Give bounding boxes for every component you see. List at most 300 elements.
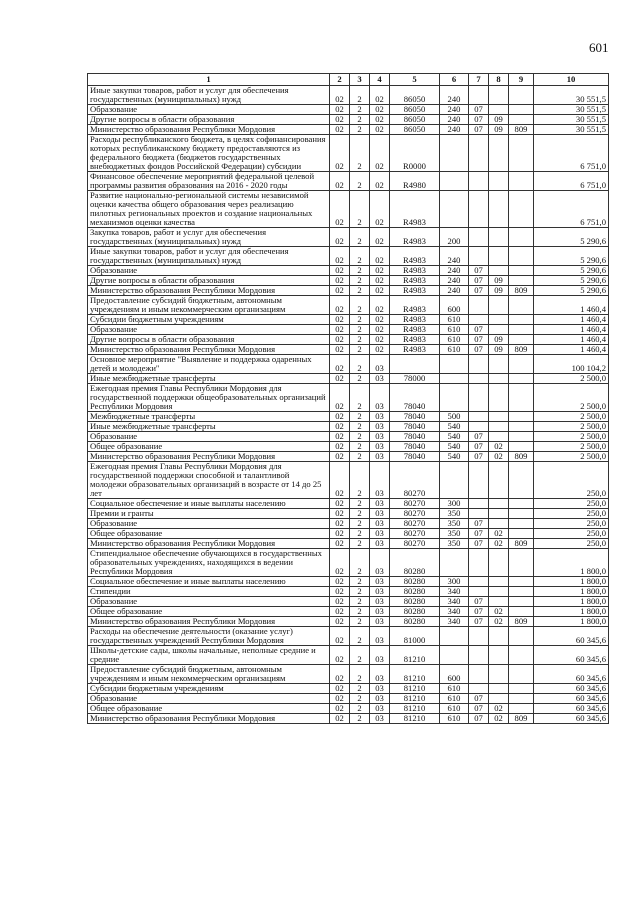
row-target-code: 78040 xyxy=(390,384,440,412)
table-row xyxy=(88,384,609,412)
row-section: 07 xyxy=(469,125,489,135)
row-subsection xyxy=(489,105,509,115)
table-row xyxy=(88,499,609,509)
column-header: 8 xyxy=(489,74,509,86)
row-ministry xyxy=(509,384,534,412)
column-header: 6 xyxy=(440,74,469,86)
row-expense-type: 540 xyxy=(440,432,469,442)
row-expense-type: 240 xyxy=(440,266,469,276)
row-name: Иные закупки товаров, работ и услуг для обеспечения государственных (муниципальных) нужд xyxy=(88,247,330,266)
row-expense-type: 240 xyxy=(440,125,469,135)
row-section xyxy=(469,577,489,587)
row-code-a: 02 xyxy=(330,422,350,432)
row-expense-type: 340 xyxy=(440,587,469,597)
row-expense-type: 340 xyxy=(440,597,469,607)
row-target-code: R4983 xyxy=(390,335,440,345)
row-code-b: 2 xyxy=(350,345,370,355)
row-code-c: 03 xyxy=(370,597,390,607)
row-code-b: 2 xyxy=(350,228,370,247)
row-ministry xyxy=(509,519,534,529)
table-row xyxy=(88,315,609,325)
row-code-c: 03 xyxy=(370,519,390,529)
row-amount: 1 800,0 xyxy=(534,617,609,627)
row-expense-type xyxy=(440,355,469,374)
row-name: Премии и гранты xyxy=(88,509,330,519)
row-code-a: 02 xyxy=(330,704,350,714)
row-code-b: 2 xyxy=(350,325,370,335)
row-subsection: 09 xyxy=(489,335,509,345)
row-target-code: R4983 xyxy=(390,315,440,325)
row-name: Стипендиальное обеспечение обучающихся в государственных образовательных учреждениях, находящихся в ведении Республики Мордовия xyxy=(88,549,330,577)
row-expense-type xyxy=(440,549,469,577)
row-expense-type: 300 xyxy=(440,577,469,587)
row-section: 07 xyxy=(469,266,489,276)
row-expense-type: 240 xyxy=(440,286,469,296)
row-subsection xyxy=(489,325,509,335)
row-subsection xyxy=(489,499,509,509)
row-name: Образование xyxy=(88,597,330,607)
row-expense-type: 540 xyxy=(440,452,469,462)
row-subsection xyxy=(489,627,509,646)
table-row xyxy=(88,684,609,694)
row-target-code: 80280 xyxy=(390,577,440,587)
row-name: Министерство образования Республики Мордовия xyxy=(88,617,330,627)
row-amount: 30 551,5 xyxy=(534,115,609,125)
row-ministry xyxy=(509,462,534,499)
row-amount: 60 345,6 xyxy=(534,694,609,704)
row-target-code: 80270 xyxy=(390,499,440,509)
row-target-code: R4983 xyxy=(390,228,440,247)
row-expense-type: 240 xyxy=(440,86,469,105)
row-target-code: R4983 xyxy=(390,325,440,335)
row-amount: 5 290,6 xyxy=(534,266,609,276)
row-code-c: 02 xyxy=(370,315,390,325)
row-ministry xyxy=(509,355,534,374)
table-row xyxy=(88,617,609,627)
row-ministry xyxy=(509,549,534,577)
row-expense-type: 540 xyxy=(440,442,469,452)
row-subsection xyxy=(489,684,509,694)
row-name: Образование xyxy=(88,519,330,529)
row-code-c: 03 xyxy=(370,539,390,549)
table-row xyxy=(88,422,609,432)
row-subsection xyxy=(489,422,509,432)
row-code-c: 03 xyxy=(370,442,390,452)
row-code-b: 2 xyxy=(350,452,370,462)
row-ministry xyxy=(509,105,534,115)
row-code-c: 02 xyxy=(370,86,390,105)
row-target-code: 78040 xyxy=(390,452,440,462)
row-section xyxy=(469,172,489,191)
row-section xyxy=(469,684,489,694)
row-code-a: 02 xyxy=(330,539,350,549)
row-code-b: 2 xyxy=(350,135,370,172)
row-subsection xyxy=(489,135,509,172)
row-code-c: 03 xyxy=(370,462,390,499)
row-target-code: 80280 xyxy=(390,587,440,597)
table-row xyxy=(88,549,609,577)
row-subsection xyxy=(489,597,509,607)
row-amount: 1 460,4 xyxy=(534,325,609,335)
table-row xyxy=(88,374,609,384)
row-code-b: 2 xyxy=(350,86,370,105)
row-code-c: 03 xyxy=(370,607,390,617)
row-subsection: 09 xyxy=(489,115,509,125)
row-target-code: 86050 xyxy=(390,115,440,125)
row-code-c: 02 xyxy=(370,191,390,228)
row-ministry xyxy=(509,529,534,539)
row-name: Школы-детские сады, школы начальные, неполные средние и средние xyxy=(88,646,330,665)
row-subsection xyxy=(489,412,509,422)
row-code-a: 02 xyxy=(330,115,350,125)
row-ministry xyxy=(509,597,534,607)
row-expense-type: 610 xyxy=(440,335,469,345)
row-amount: 60 345,6 xyxy=(534,684,609,694)
row-subsection xyxy=(489,228,509,247)
table-row xyxy=(88,442,609,452)
row-code-c: 02 xyxy=(370,266,390,276)
row-section: 07 xyxy=(469,529,489,539)
row-code-b: 2 xyxy=(350,286,370,296)
row-target-code: 81210 xyxy=(390,684,440,694)
row-ministry xyxy=(509,325,534,335)
row-subsection: 02 xyxy=(489,442,509,452)
row-ministry xyxy=(509,704,534,714)
row-section: 07 xyxy=(469,607,489,617)
row-code-b: 2 xyxy=(350,247,370,266)
row-name: Финансовое обеспечение мероприятий федеральной целевой программы развития образования на 2016 - 2020 годы xyxy=(88,172,330,191)
row-code-c: 03 xyxy=(370,422,390,432)
row-name: Другие вопросы в области образования xyxy=(88,115,330,125)
row-subsection: 09 xyxy=(489,345,509,355)
row-code-c: 03 xyxy=(370,714,390,724)
row-subsection xyxy=(489,172,509,191)
row-ministry: 809 xyxy=(509,286,534,296)
row-ministry: 809 xyxy=(509,539,534,549)
row-ministry xyxy=(509,374,534,384)
row-expense-type: 610 xyxy=(440,684,469,694)
row-section xyxy=(469,355,489,374)
column-header: 1 xyxy=(88,74,330,86)
row-target-code: 81210 xyxy=(390,704,440,714)
row-code-a: 02 xyxy=(330,286,350,296)
row-section: 07 xyxy=(469,105,489,115)
row-target-code: R4980 xyxy=(390,172,440,191)
row-amount: 2 500,0 xyxy=(534,432,609,442)
table-row xyxy=(88,325,609,335)
table-row xyxy=(88,597,609,607)
row-section xyxy=(469,646,489,665)
row-code-b: 2 xyxy=(350,442,370,452)
table-row xyxy=(88,665,609,684)
row-target-code: 80280 xyxy=(390,607,440,617)
column-header: 2 xyxy=(330,74,350,86)
header-row xyxy=(88,74,609,86)
row-code-c: 02 xyxy=(370,125,390,135)
row-code-a: 02 xyxy=(330,452,350,462)
row-section xyxy=(469,587,489,597)
row-ministry xyxy=(509,577,534,587)
row-ministry xyxy=(509,499,534,509)
row-amount: 6 751,0 xyxy=(534,191,609,228)
row-amount: 1 800,0 xyxy=(534,607,609,617)
table-row xyxy=(88,607,609,617)
row-code-a: 02 xyxy=(330,191,350,228)
row-code-a: 02 xyxy=(330,276,350,286)
row-code-a: 02 xyxy=(330,442,350,452)
row-expense-type xyxy=(440,135,469,172)
row-subsection: 02 xyxy=(489,704,509,714)
row-code-c: 03 xyxy=(370,384,390,412)
row-code-b: 2 xyxy=(350,714,370,724)
row-name: Образование xyxy=(88,432,330,442)
row-subsection xyxy=(489,296,509,315)
row-target-code: R4983 xyxy=(390,286,440,296)
row-code-c: 03 xyxy=(370,627,390,646)
row-section xyxy=(469,247,489,266)
row-section: 07 xyxy=(469,597,489,607)
table-row xyxy=(88,452,609,462)
row-subsection xyxy=(489,315,509,325)
row-section xyxy=(469,135,489,172)
row-expense-type: 600 xyxy=(440,296,469,315)
row-subsection xyxy=(489,462,509,499)
row-code-b: 2 xyxy=(350,432,370,442)
row-name: Основное мероприятие "Выявление и поддержка одаренных детей и молодежи" xyxy=(88,355,330,374)
row-expense-type: 300 xyxy=(440,499,469,509)
row-ministry xyxy=(509,646,534,665)
row-name: Социальное обеспечение и иные выплаты населению xyxy=(88,499,330,509)
row-subsection: 09 xyxy=(489,276,509,286)
row-code-c: 02 xyxy=(370,247,390,266)
row-code-a: 02 xyxy=(330,374,350,384)
table-row xyxy=(88,529,609,539)
row-code-b: 2 xyxy=(350,422,370,432)
row-code-a: 02 xyxy=(330,577,350,587)
row-expense-type: 200 xyxy=(440,228,469,247)
row-amount: 100 104,2 xyxy=(534,355,609,374)
row-ministry xyxy=(509,684,534,694)
row-expense-type: 350 xyxy=(440,509,469,519)
row-code-b: 2 xyxy=(350,355,370,374)
row-amount: 1 460,4 xyxy=(534,315,609,325)
row-subsection xyxy=(489,384,509,412)
row-section: 07 xyxy=(469,325,489,335)
row-code-a: 02 xyxy=(330,597,350,607)
row-ministry xyxy=(509,607,534,617)
row-code-c: 03 xyxy=(370,509,390,519)
row-ministry: 809 xyxy=(509,714,534,724)
table-row xyxy=(88,135,609,172)
row-code-a: 02 xyxy=(330,665,350,684)
row-code-a: 02 xyxy=(330,355,350,374)
row-code-b: 2 xyxy=(350,597,370,607)
row-code-c: 02 xyxy=(370,345,390,355)
row-expense-type: 350 xyxy=(440,539,469,549)
row-target-code: 78040 xyxy=(390,442,440,452)
row-amount: 2 500,0 xyxy=(534,452,609,462)
row-amount: 1 460,4 xyxy=(534,296,609,315)
row-code-c: 02 xyxy=(370,135,390,172)
row-name: Министерство образования Республики Мордовия xyxy=(88,452,330,462)
row-amount: 5 290,6 xyxy=(534,228,609,247)
row-code-b: 2 xyxy=(350,412,370,422)
row-amount: 2 500,0 xyxy=(534,442,609,452)
row-name: Предоставление субсидий бюджетным, автономным учреждениям и иным некоммерческим организациям xyxy=(88,296,330,315)
row-name: Образование xyxy=(88,325,330,335)
row-amount: 250,0 xyxy=(534,539,609,549)
budget-table xyxy=(87,73,609,724)
row-ministry xyxy=(509,86,534,105)
row-code-a: 02 xyxy=(330,345,350,355)
row-target-code: 78000 xyxy=(390,374,440,384)
row-section xyxy=(469,627,489,646)
table-row xyxy=(88,86,609,105)
row-target-code: 81210 xyxy=(390,714,440,724)
table-row xyxy=(88,247,609,266)
row-code-c: 02 xyxy=(370,276,390,286)
row-code-a: 02 xyxy=(330,247,350,266)
row-amount: 2 500,0 xyxy=(534,374,609,384)
row-amount: 250,0 xyxy=(534,509,609,519)
row-expense-type: 240 xyxy=(440,276,469,286)
row-name: Министерство образования Республики Мордовия xyxy=(88,714,330,724)
row-name: Министерство образования Республики Мордовия xyxy=(88,125,330,135)
row-code-c: 03 xyxy=(370,587,390,597)
row-code-b: 2 xyxy=(350,266,370,276)
row-code-a: 02 xyxy=(330,549,350,577)
table-row xyxy=(88,627,609,646)
table-row xyxy=(88,286,609,296)
row-code-a: 02 xyxy=(330,135,350,172)
row-code-b: 2 xyxy=(350,684,370,694)
row-target-code: R4983 xyxy=(390,276,440,286)
row-code-a: 02 xyxy=(330,617,350,627)
table-row xyxy=(88,704,609,714)
row-subsection xyxy=(489,694,509,704)
row-target-code: 81210 xyxy=(390,694,440,704)
row-ministry xyxy=(509,266,534,276)
row-section: 07 xyxy=(469,714,489,724)
row-target-code: 78040 xyxy=(390,432,440,442)
column-header: 7 xyxy=(469,74,489,86)
row-name: Субсидии бюджетным учреждениям xyxy=(88,315,330,325)
table-row xyxy=(88,105,609,115)
table-row xyxy=(88,587,609,597)
row-amount: 60 345,6 xyxy=(534,704,609,714)
table-row xyxy=(88,228,609,247)
row-expense-type: 610 xyxy=(440,315,469,325)
row-ministry xyxy=(509,296,534,315)
row-section xyxy=(469,374,489,384)
row-code-a: 02 xyxy=(330,315,350,325)
row-subsection: 02 xyxy=(489,607,509,617)
row-subsection xyxy=(489,665,509,684)
row-name: Общее образование xyxy=(88,607,330,617)
row-target-code: R4983 xyxy=(390,191,440,228)
row-subsection: 02 xyxy=(489,452,509,462)
row-code-c: 03 xyxy=(370,665,390,684)
row-code-b: 2 xyxy=(350,384,370,412)
row-target-code: 80270 xyxy=(390,509,440,519)
row-name: Закупка товаров, работ и услуг для обеспечения государственных (муниципальных) нужд xyxy=(88,228,330,247)
row-section: 07 xyxy=(469,704,489,714)
table-row xyxy=(88,519,609,529)
table-row xyxy=(88,172,609,191)
row-section xyxy=(469,462,489,499)
row-target-code: R4983 xyxy=(390,266,440,276)
row-amount: 6 751,0 xyxy=(534,135,609,172)
row-name: Ежегодная премия Главы Республики Мордовия для государственной поддержки общеобразовательных организаций Республики Мордовия xyxy=(88,384,330,412)
row-section xyxy=(469,86,489,105)
table-row xyxy=(88,694,609,704)
row-section: 07 xyxy=(469,432,489,442)
row-code-b: 2 xyxy=(350,646,370,665)
row-ministry xyxy=(509,276,534,286)
row-name: Иные закупки товаров, работ и услуг для обеспечения государственных (муниципальных) нужд xyxy=(88,86,330,105)
table-row xyxy=(88,646,609,665)
row-name: Расходы на обеспечение деятельности (оказание услуг) государственных учреждений Республики Мордовия xyxy=(88,627,330,646)
row-code-a: 02 xyxy=(330,384,350,412)
row-code-c: 02 xyxy=(370,228,390,247)
column-header: 3 xyxy=(350,74,370,86)
table-row xyxy=(88,115,609,125)
row-code-b: 2 xyxy=(350,374,370,384)
row-ministry: 809 xyxy=(509,125,534,135)
row-expense-type: 610 xyxy=(440,704,469,714)
row-amount: 250,0 xyxy=(534,499,609,509)
row-name: Общее образование xyxy=(88,704,330,714)
row-subsection: 09 xyxy=(489,286,509,296)
row-amount: 2 500,0 xyxy=(534,422,609,432)
row-section: 07 xyxy=(469,539,489,549)
row-code-c: 03 xyxy=(370,374,390,384)
row-subsection xyxy=(489,509,509,519)
row-name: Министерство образования Республики Мордовия xyxy=(88,345,330,355)
row-code-b: 2 xyxy=(350,704,370,714)
row-code-b: 2 xyxy=(350,105,370,115)
row-code-c: 02 xyxy=(370,172,390,191)
row-code-a: 02 xyxy=(330,499,350,509)
row-name: Развитие национально-региональной системы независимой оценки качества общего образования через реализацию пилотных региональных проектов и создание национальных механизмов оценки качества xyxy=(88,191,330,228)
row-code-c: 03 xyxy=(370,646,390,665)
row-code-a: 02 xyxy=(330,684,350,694)
row-name: Общее образование xyxy=(88,529,330,539)
row-expense-type xyxy=(440,191,469,228)
row-section xyxy=(469,296,489,315)
row-code-b: 2 xyxy=(350,115,370,125)
row-target-code xyxy=(390,355,440,374)
row-section: 07 xyxy=(469,276,489,286)
row-code-b: 2 xyxy=(350,627,370,646)
row-subsection xyxy=(489,247,509,266)
row-expense-type: 350 xyxy=(440,519,469,529)
row-ministry xyxy=(509,412,534,422)
row-code-a: 02 xyxy=(330,228,350,247)
row-target-code: R4983 xyxy=(390,296,440,315)
row-subsection xyxy=(489,374,509,384)
row-expense-type xyxy=(440,462,469,499)
row-target-code: 80280 xyxy=(390,549,440,577)
row-amount: 60 345,6 xyxy=(534,714,609,724)
row-code-c: 03 xyxy=(370,577,390,587)
row-code-b: 2 xyxy=(350,172,370,191)
table-row xyxy=(88,462,609,499)
row-amount: 5 290,6 xyxy=(534,247,609,266)
row-amount: 30 551,5 xyxy=(534,105,609,115)
table-row xyxy=(88,296,609,315)
table-row xyxy=(88,355,609,374)
